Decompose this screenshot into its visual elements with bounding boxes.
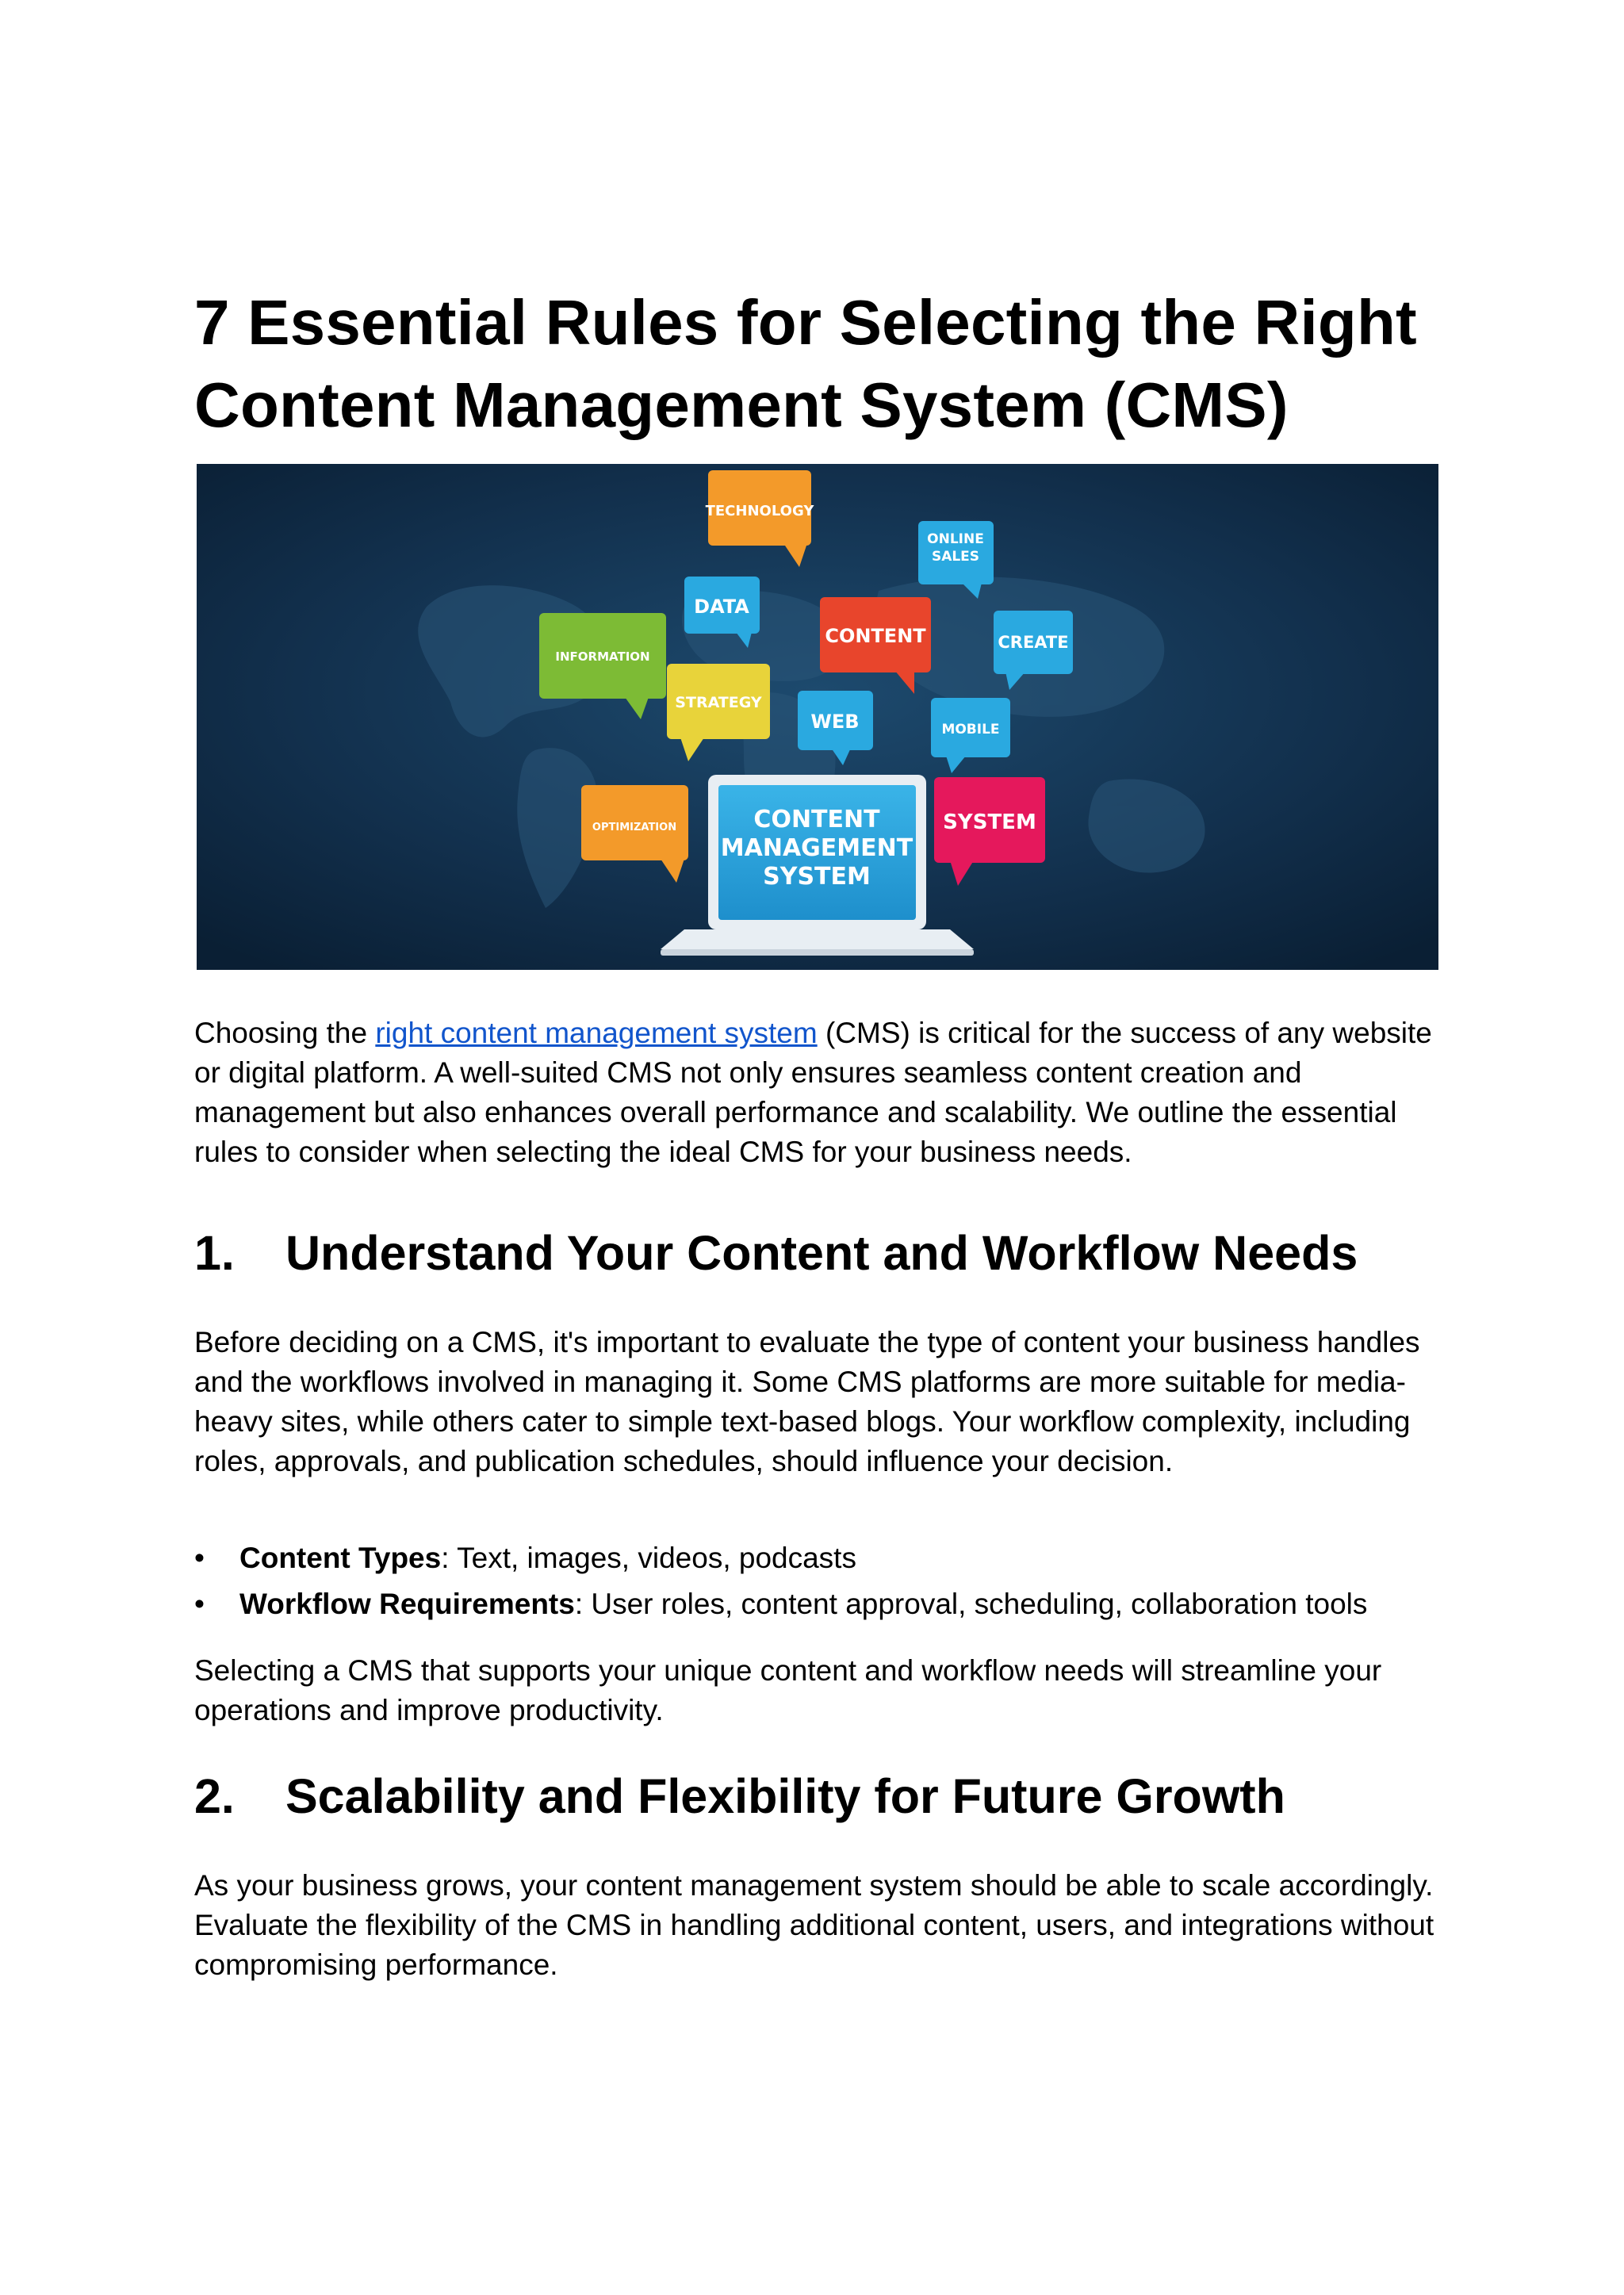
svg-text:STRATEGY: STRATEGY — [675, 694, 762, 711]
cms-link[interactable]: right content management system — [375, 1017, 818, 1049]
list-item — [194, 1538, 1463, 1578]
svg-text:SALES: SALES — [931, 549, 980, 565]
section-1-closing: Selecting a CMS that supports your unique content and workflow needs will streamline your operations and improve productivity. — [194, 1654, 1382, 1726]
section-1-number: 1. — [194, 1226, 235, 1280]
bullet-glyph: • — [194, 1588, 205, 1620]
section-2-heading — [194, 1767, 1285, 1826]
page-title: 7 Essential Rules for Selecting the Right Content Management System (CMS) — [194, 287, 1417, 440]
svg-text:SYSTEM: SYSTEM — [943, 810, 1036, 834]
section-2-number: 2. — [194, 1769, 235, 1823]
section-1-bullet-list — [194, 1538, 1463, 1630]
bullet-text: : Text, images, videos, podcasts — [441, 1542, 856, 1574]
svg-text:CONTENT: CONTENT — [825, 625, 926, 647]
list-item — [194, 1584, 1463, 1624]
section-2-paragraph: As your business grows, your content management system should be able to scale accordingly. Evaluate the flexibility of the CMS in handling additional content, users, and integrations without compromising performance. — [194, 1869, 1434, 1981]
hero-image — [197, 464, 1438, 970]
bullet-term: Content Types — [239, 1542, 442, 1574]
screen-line-3: SYSTEM — [763, 863, 871, 891]
section-1-heading — [194, 1224, 1358, 1282]
svg-text:DATA: DATA — [694, 596, 749, 618]
intro-paragraph — [194, 1013, 1447, 1172]
intro-text-start: Choosing the — [194, 1017, 376, 1049]
intro-text-end: (CMS) is critical for the success of any website or digital platform. A well-suited CMS not only ensures seamless content creation and management but also enhances overall performance and scalability. We outline the essential rules to consider when selecting the ideal CMS for your business needs. — [194, 1017, 1432, 1168]
section-1-paragraph: Before deciding on a CMS, it's important to evaluate the type of content your business handles and the workflows involved in managing it. Some CMS platforms are more suitable for media-heavy sites, while others cater to simple text-based blogs. Your workflow complexity, including roles, approvals, and publication schedules, should influence your decision. — [194, 1326, 1420, 1477]
svg-text:INFORMATION: INFORMATION — [555, 649, 650, 664]
svg-text:MOBILE: MOBILE — [941, 722, 1000, 738]
screen-line-1: CONTENT — [753, 806, 880, 833]
bullet-glyph: • — [194, 1542, 205, 1574]
bullet-term: Workflow Requirements — [239, 1588, 575, 1620]
section-1-title: Understand Your Content and Workflow Needs — [285, 1226, 1358, 1280]
screen-line-2: MANAGEMENT — [720, 834, 914, 862]
svg-text:WEB: WEB — [810, 711, 860, 733]
svg-text:ONLINE: ONLINE — [927, 531, 984, 547]
title-block — [194, 282, 1439, 446]
svg-text:OPTIMIZATION: OPTIMIZATION — [592, 822, 677, 833]
svg-text:TECHNOLOGY: TECHNOLOGY — [705, 503, 814, 519]
section-2-title: Scalability and Flexibility for Future Growth — [285, 1769, 1285, 1823]
cms-illustration — [197, 464, 1438, 970]
svg-text:CREATE: CREATE — [998, 633, 1069, 652]
bullet-text: : User roles, content approval, scheduling, collaboration tools — [574, 1588, 1368, 1620]
